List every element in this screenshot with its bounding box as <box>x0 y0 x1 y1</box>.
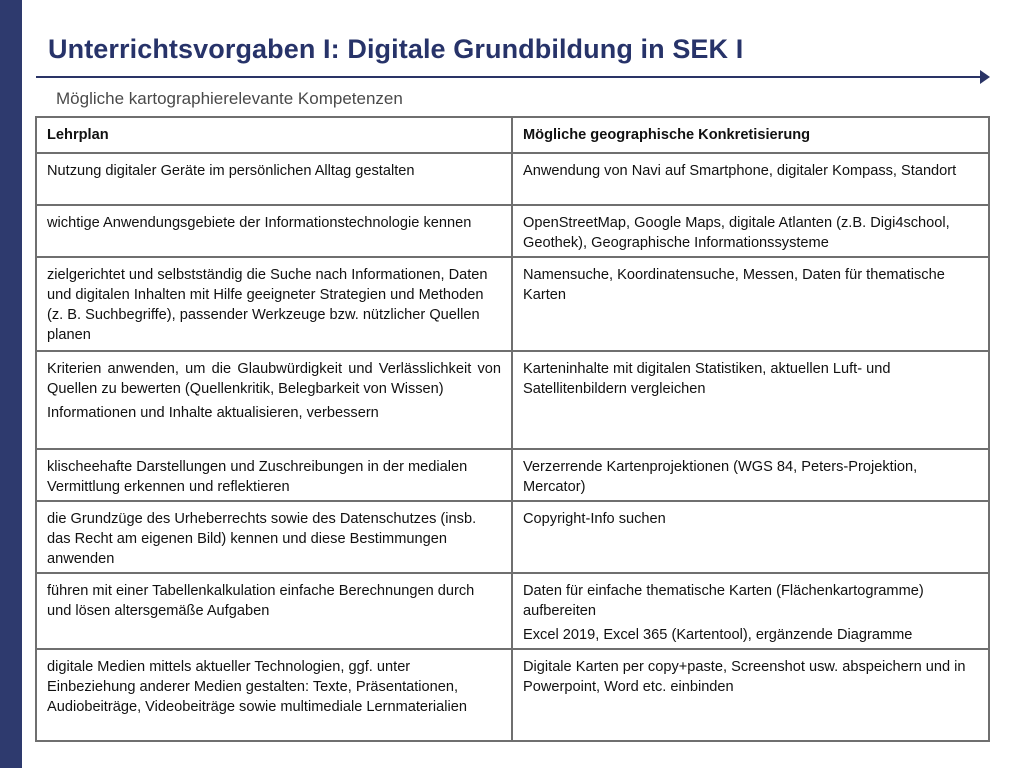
cell-text: Kriterien anwenden, um die Glaubwürdigkeit und Verlässlichkeit von Quellen zu bewerten (Quellenkritik, Belegbarkeit von Wissen) <box>47 361 501 397</box>
konkretisierung-cell <box>512 649 989 741</box>
lehrplan-cell <box>36 205 512 257</box>
konkretisierung-cell <box>512 573 989 649</box>
cell-text: die Grundzüge des Urheberrechts sowie des Datenschutzes (insb. das Recht am eigenen Bild) kennen und diese Bestimmungen anwenden <box>47 511 477 567</box>
cell-text: zielgerichtet und selbstständig die Suche nach Informationen, Daten und digitalen Inhalten mit Hilfe geeigneter Strategien und Methoden (z. B. Suchbegriffe), passender Werkzeuge bzw. nützlicher Quellen planen <box>47 267 488 343</box>
lehrplan-cell <box>36 573 512 649</box>
konkretisierung-cell <box>512 501 989 573</box>
table-row <box>36 449 989 501</box>
cell-text: Verzerrende Kartenprojektionen (WGS 84, Peters-Projektion, Mercator) <box>523 459 918 495</box>
page-subtitle: Mögliche kartographierelevante Kompetenzen <box>56 89 403 108</box>
table-row <box>36 257 989 351</box>
table-header-row <box>36 117 989 153</box>
cell-text: Nutzung digitaler Geräte im persönlichen Alltag gestalten <box>47 163 415 179</box>
konkretisierung-cell <box>512 449 989 501</box>
cell-text: Copyright-Info suchen <box>523 511 666 527</box>
arrow-right-icon <box>980 70 990 84</box>
cell-text: Daten für einfache thematische Karten (Flächenkartogramme) aufbereiten <box>523 583 924 619</box>
cell-text: OpenStreetMap, Google Maps, digitale Atlanten (z.B. Digi4school, Geothek), Geographische Informationssysteme <box>523 215 950 251</box>
table-row <box>36 351 989 449</box>
table-row <box>36 649 989 741</box>
cell-text: digitale Medien mittels aktueller Technologien, ggf. unter Einbeziehung anderer Medien gestalten: Texte, Präsentationen, Audiobeiträge, Videobeiträge sowie multimediale Lernmaterialien <box>47 659 467 715</box>
cell-text: Excel 2019, Excel 365 (Kartentool), ergänzende Diagramme <box>523 627 913 643</box>
konkretisierung-cell <box>512 351 989 449</box>
cell-text: führen mit einer Tabellenkalkulation einfache Berechnungen durch und lösen altersgemäße Aufgaben <box>47 583 475 619</box>
lehrplan-cell <box>36 257 512 351</box>
title-underline <box>36 76 982 78</box>
lehrplan-cell <box>36 649 512 741</box>
konkretisierung-cell <box>512 153 989 205</box>
lehrplan-cell <box>36 351 512 449</box>
cell-text: Namensuche, Koordinatensuche, Messen, Daten für thematische Karten <box>523 267 945 303</box>
cell-text: Informationen und Inhalte aktualisieren, verbessern <box>47 405 379 421</box>
lehrplan-cell <box>36 449 512 501</box>
cell-text: Karteninhalte mit digitalen Statistiken, aktuellen Luft- und Satellitenbildern vergleichen <box>523 361 891 397</box>
column-header-lehrplan: Lehrplan <box>36 117 512 153</box>
lehrplan-cell <box>36 153 512 205</box>
table-row <box>36 573 989 649</box>
lehrplan-cell <box>36 501 512 573</box>
competency-table <box>35 116 990 742</box>
cell-text: Digitale Karten per copy+paste, Screenshot usw. abspeichern und in Powerpoint, Word etc. einbinden <box>523 659 966 695</box>
left-accent-bar <box>0 0 22 768</box>
table-row <box>36 501 989 573</box>
cell-text: klischeehafte Darstellungen und Zuschreibungen in der medialen Vermittlung erkennen und reflektieren <box>47 459 468 495</box>
cell-text: wichtige Anwendungsgebiete der Informationstechnologie kennen <box>47 215 472 231</box>
cell-text: Anwendung von Navi auf Smartphone, digitaler Kompass, Standort <box>523 163 957 179</box>
table-row <box>36 153 989 205</box>
column-header-konkretisierung: Mögliche geographische Konkretisierung <box>512 117 989 153</box>
konkretisierung-cell <box>512 257 989 351</box>
page-title: Unterrichtsvorgaben I: Digitale Grundbildung in SEK I <box>48 34 744 64</box>
konkretisierung-cell <box>512 205 989 257</box>
table-row <box>36 205 989 257</box>
